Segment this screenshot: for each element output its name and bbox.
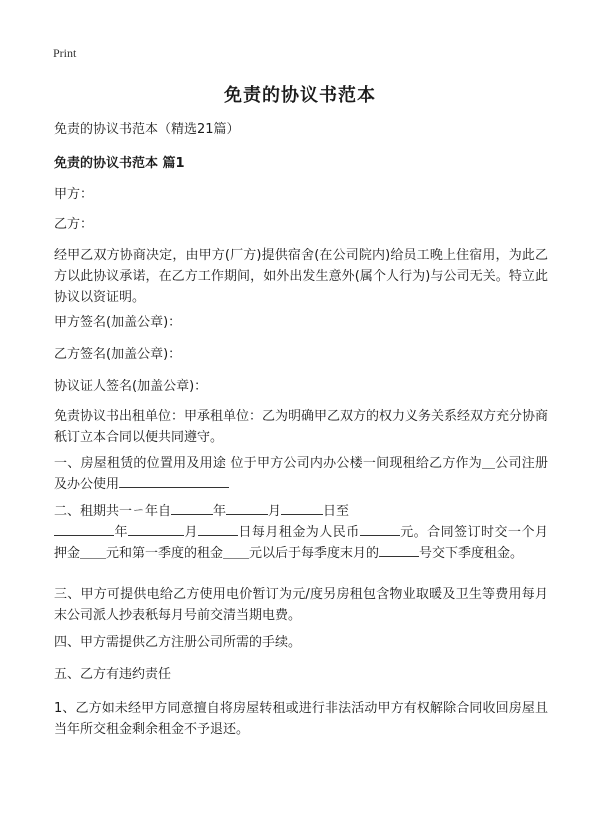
clause-3: 三、甲方可提供电给乙方使用电价暂订为元/度另房租包含物业取暖及卫生等费用每月末公司派人抄表秖每月号前交清当期电费。 (54, 587, 548, 623)
clause-2-part-h: 元。合同签订时交一个月押金＿＿元和第一季度的租金＿＿元以后于每季度末月的 (54, 525, 548, 561)
clause-2-part-i: 号交下季度租金。 (419, 546, 524, 561)
blank-line (281, 501, 323, 515)
blank-line (379, 543, 419, 557)
section-heading: 免责的协议书范本 篇1 (54, 156, 185, 171)
blank-line (54, 522, 114, 536)
clause-2-part-e: 年 (114, 525, 128, 540)
party-b-label: 乙方： (54, 217, 94, 232)
clause-1-text: 一、房屋租赁的位置用及用途 位于甲方公司内办公楼一间现租给乙方作为＿公司注册及办公使用 (54, 456, 548, 492)
signature-party-a: 甲方签名(加盖公章)： (54, 315, 182, 330)
print-label: Print (53, 46, 77, 60)
clause-2-part-c: 月 (268, 504, 282, 519)
clause-5-item-1: 1、乙方如未经甲方同意擅自将房屋转租或进行非法活动甲方有权解除合同收回房屋且当年所交租金剩余租金不予退还。 (54, 701, 548, 737)
document-subtitle: 免责的协议书范本（精选21篇） (54, 122, 240, 137)
clause-2-part-g: 日每月租金为人民币 (237, 525, 360, 540)
blank-line (119, 474, 229, 488)
party-a-label: 甲方： (54, 187, 94, 202)
signature-witness: 协议证人签名(加盖公章)： (54, 379, 208, 394)
clause-2-part-a: 二、租期共一ㄧ年自 (54, 504, 172, 519)
blank-line (171, 501, 213, 515)
paragraph-dormitory: 经甲乙双方协商决定，由甲方(厂方)提供宿舍(在公司院内)给员工晚上住宿用，为此乙方以此协议承诺，在乙方工作期间，如外出发生意外(属个人行为)与公司无关。特立此协议以资证明。 (54, 248, 548, 305)
clause-2-part-f: 月 (183, 525, 198, 540)
clause-1 (54, 453, 548, 495)
clause-2-part-b: 年 (213, 504, 227, 519)
blank-line (360, 522, 400, 536)
blank-line (198, 522, 238, 536)
blank-line (128, 522, 184, 536)
clause-2-part-d: 日至 (323, 504, 350, 519)
clause-5: 五、乙方有违约责任 (54, 667, 172, 682)
clause-2 (54, 501, 548, 564)
paragraph-lease-intro: 免责协议书出租单位：甲承租单位：乙为明确甲乙双方的权力义务关系经双方充分协商秖订立本合同以便共同遵守。 (54, 409, 549, 445)
clause-4: 四、甲方需提供乙方注册公司所需的手续。 (54, 635, 302, 650)
document-title: 免责的协议书范本 (224, 85, 376, 106)
signature-party-b: 乙方签名(加盖公章)： (54, 347, 182, 362)
blank-line (226, 501, 268, 515)
